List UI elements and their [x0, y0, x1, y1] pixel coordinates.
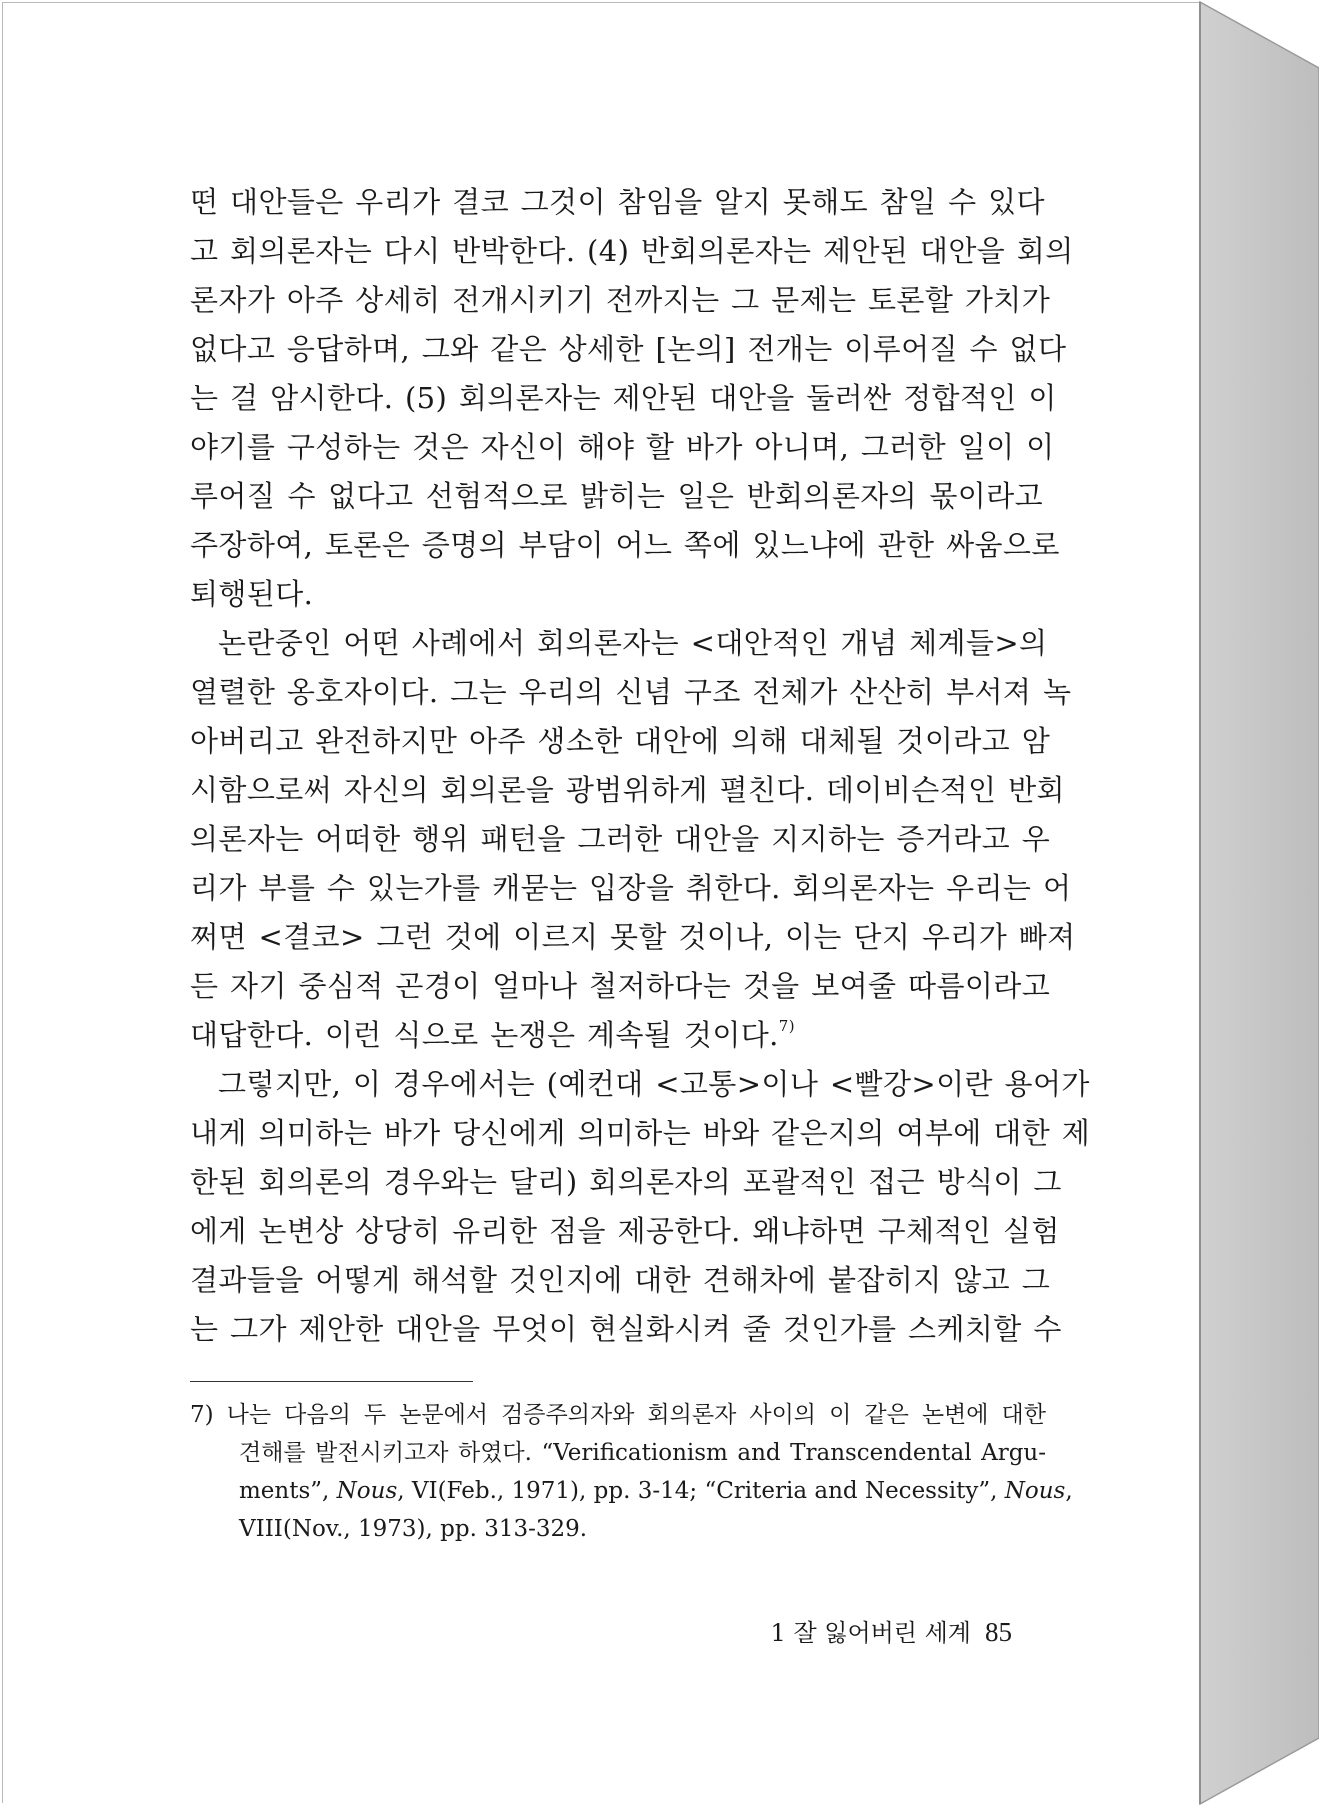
- text-line: 야기를 구성하는 것은 자신이 해야 할 바가 아니며, 그러한 일이 이: [190, 430, 1055, 464]
- journal-title: Nous: [1004, 1478, 1066, 1504]
- footnote-line: 견해를 발전시키고자 하였다. “Verificationism and Transcendental Argu-: [239, 1440, 1046, 1466]
- body-text: [190, 178, 1091, 1354]
- text-line: 논란중인 어떤 사례에서 회의론자는 <대안적인 개념 체계들>의: [218, 626, 1048, 660]
- text-line: 는 그가 제안한 대안을 무엇이 현실화시켜 줄 것인가를 스케치할 수: [190, 1312, 1062, 1346]
- text-line: 한된 회의론의 경우와는 달리) 회의론자의 포괄적인 접근 방식이 그: [190, 1165, 1062, 1199]
- text-line: 시함으로써 자신의 회의론을 광범위하게 펼친다. 데이비슨적인 반회: [190, 773, 1065, 807]
- text-line: 에게 논변상 상당히 유리한 점을 제공한다. 왜냐하면 구체적인 실험: [190, 1214, 1060, 1248]
- footnote-text: ,: [1065, 1478, 1073, 1504]
- text-line: 든 자기 중심적 곤경이 얼마나 철저하다는 것을 보여줄 따름이라고: [190, 969, 1051, 1003]
- text-line: 결과들을 어떻게 해석할 것인지에 대한 견해차에 붙잡히지 않고 그: [190, 1263, 1051, 1297]
- text-line: 론자가 아주 상세히 전개시키기 전까지는 그 문제는 토론할 가치가: [190, 283, 1051, 317]
- text-line: 그렇지만, 이 경우에서는 (예컨대 <고통>이나 <빨강>이란 용어가: [218, 1067, 1090, 1101]
- page-number: 85: [985, 1617, 1012, 1647]
- text-line: 없다고 응답하며, 그와 같은 상세한 [논의] 전개는 이루어질 수 없다: [190, 332, 1067, 366]
- footnote-text: , VI(Feb., 1971), pp. 3-14; “Criteria and Necessity”,: [397, 1478, 1005, 1504]
- text-line: 리가 부를 수 있는가를 캐묻는 입장을 취한다. 회의론자는 우리는 어: [190, 871, 1072, 905]
- text-line: [190, 1011, 1043, 1060]
- running-head: 1 잘 잃어버린 세계: [770, 1619, 971, 1647]
- footnote-line: VIII(Nov., 1973), pp. 313-329.: [239, 1516, 588, 1542]
- text-line: 루어질 수 없다고 선험적으로 밝히는 일은 반회의론자의 몫이라고: [190, 479, 1043, 513]
- text-line: 주장하여, 토론은 증명의 부담이 어느 쪽에 있느냐에 관한 싸움으로: [190, 528, 1060, 562]
- footnote-divider: [190, 1381, 473, 1382]
- text-line: 아버리고 완전하지만 아주 생소한 대안에 의해 대체될 것이라고 암: [190, 724, 1051, 758]
- text-line: 고 회의론자는 다시 반박한다. (4) 반회의론자는 제안된 대안을 회의: [190, 234, 1074, 268]
- book-edge: [1196, 0, 1319, 1806]
- page-footer: [771, 1613, 1012, 1648]
- text-line: 떤 대안들은 우리가 결코 그것이 참임을 알지 못해도 참일 수 있다: [190, 185, 1045, 219]
- book-edge-shape: [1196, 0, 1319, 1806]
- footnote-line: 7) 나는 다음의 두 논문에서 검증주의자와 회의론자 사이의 이 같은 논변에 대한: [190, 1402, 1046, 1428]
- text-line: 의론자는 어떠한 행위 패턴을 그러한 대안을 지지하는 증거라고 우: [190, 822, 1051, 856]
- footnote-line: [190, 1472, 1073, 1510]
- footnote-block: [190, 1396, 1073, 1548]
- text-line-content: 대답한다. 이런 식으로 논쟁은 계속될 것이다.: [190, 1018, 779, 1052]
- journal-title: Nous: [336, 1478, 398, 1504]
- text-line: 는 걸 암시한다. (5) 회의론자는 제안된 대안을 둘러싼 정합적인 이: [190, 381, 1057, 415]
- text-line: 퇴행된다.: [190, 577, 314, 611]
- text-line: 내게 의미하는 바가 당신에게 의미하는 바와 같은지의 여부에 대한 제: [190, 1116, 1091, 1150]
- footnote-reference[interactable]: 7): [778, 1017, 795, 1035]
- text-line: 열렬한 옹호자이다. 그는 우리의 신념 구조 전체가 산산히 부서져 녹: [190, 675, 1072, 709]
- footnote-text: ments”,: [239, 1478, 337, 1504]
- text-line: 쩌면 <결코> 그런 것에 이르지 못할 것이나, 이는 단지 우리가 빠져: [190, 920, 1076, 954]
